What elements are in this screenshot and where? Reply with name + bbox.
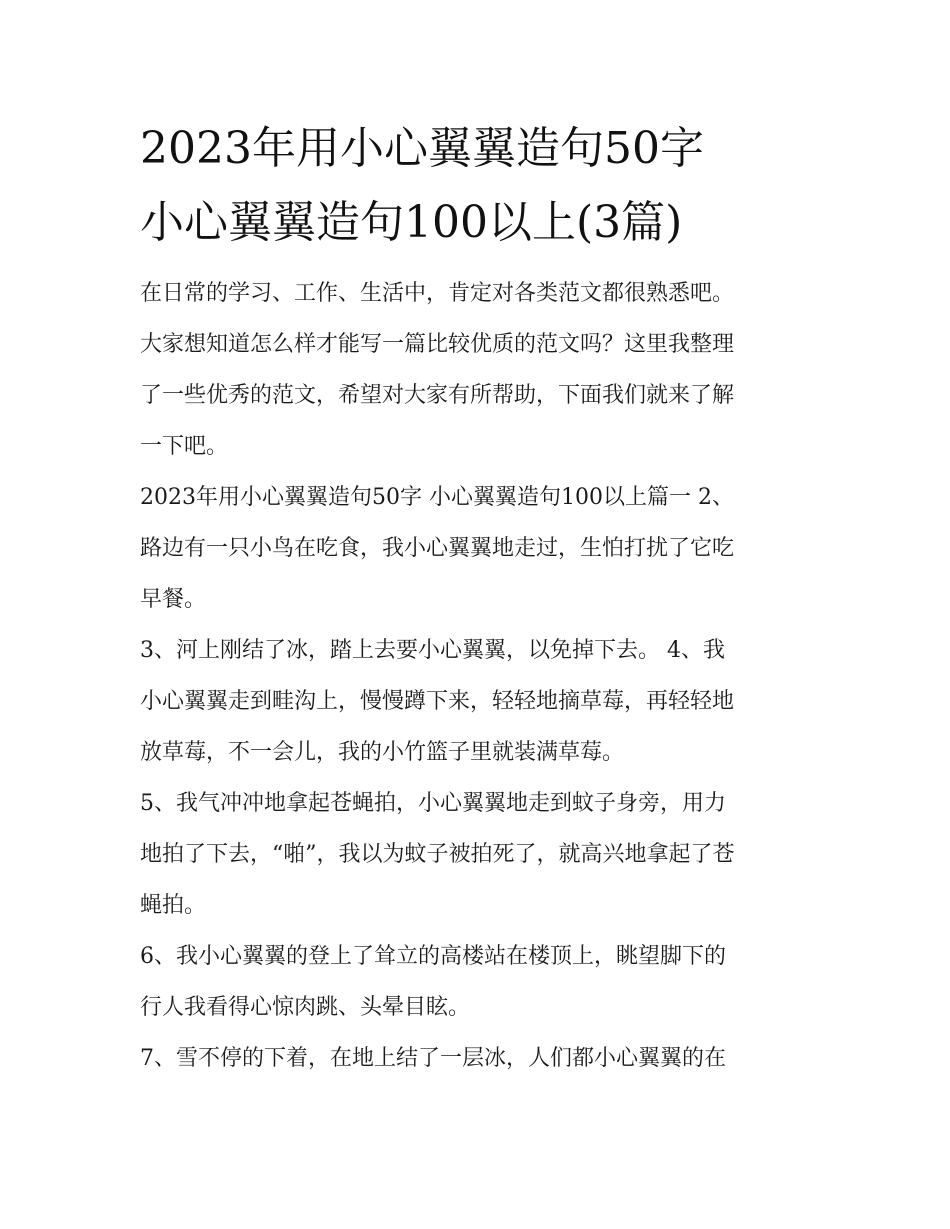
title-line-2: 小心翼翼造句100以上(3篇) [140,197,683,248]
paragraph-line: 7、雪不停的下着，在地上结了一层冰，人们都小心翼翼的在 [140,1046,726,1071]
section-paragraph-2 [140,472,812,625]
paragraph-line: 3、河上刚结了冰，踏上去要小心翼翼，以免掉下去。 4、我 [140,638,725,663]
paragraph-line: 5、我气冲冲地拿起苍蝇拍，小心翼翼地走到蚊子身旁，用力 [140,791,726,816]
paragraph-line: 蝇拍。 [140,893,207,918]
paragraph-line: 早餐。 [140,587,207,612]
paragraph-line: 行人我看得心惊肉跳、头晕目眩。 [140,995,471,1020]
sentence-paragraph-6 [140,931,812,1033]
paragraph-line: 一下吧。 [140,434,229,459]
title-line-1: 2023年用小心翼翼造句50字 [140,123,704,174]
document-page [140,112,812,1084]
paragraph-line: 6、我小心翼翼的登上了耸立的高楼站在楼顶上，眺望脚下的 [140,944,726,969]
paragraph-line: 了一些优秀的范文，希望对大家有所帮助，下面我们就来了解 [140,383,735,408]
paragraph-line: 小心翼翼走到畦沟上，慢慢蹲下来，轻轻地摘草莓，再轻轻地 [140,689,735,714]
paragraph-line: 放草莓，不一会儿，我的小竹篮子里就装满草莓。 [140,740,625,765]
sentence-paragraph-5 [140,778,812,931]
paragraph-line: 大家想知道怎么样才能写一篇比较优质的范文吗？这里我整理 [140,332,735,357]
paragraph-line: 在日常的学习、工作、生活中，肯定对各类范文都很熟悉吧。 [140,281,735,306]
document-title [140,112,812,260]
sentence-paragraph-7 [140,1033,812,1084]
intro-paragraph [140,268,812,472]
paragraph-line: 2023年用小心翼翼造句50字 小心翼翼造句100以上篇一 2、 [140,485,734,510]
paragraph-line: 路边有一只小鸟在吃食，我小心翼翼地走过，生怕打扰了它吃 [140,536,735,561]
paragraph-line: 地拍了下去，“啪”，我以为蚊子被拍死了，就高兴地拿起了苍 [140,842,735,867]
sentence-paragraph-3-4 [140,625,812,778]
